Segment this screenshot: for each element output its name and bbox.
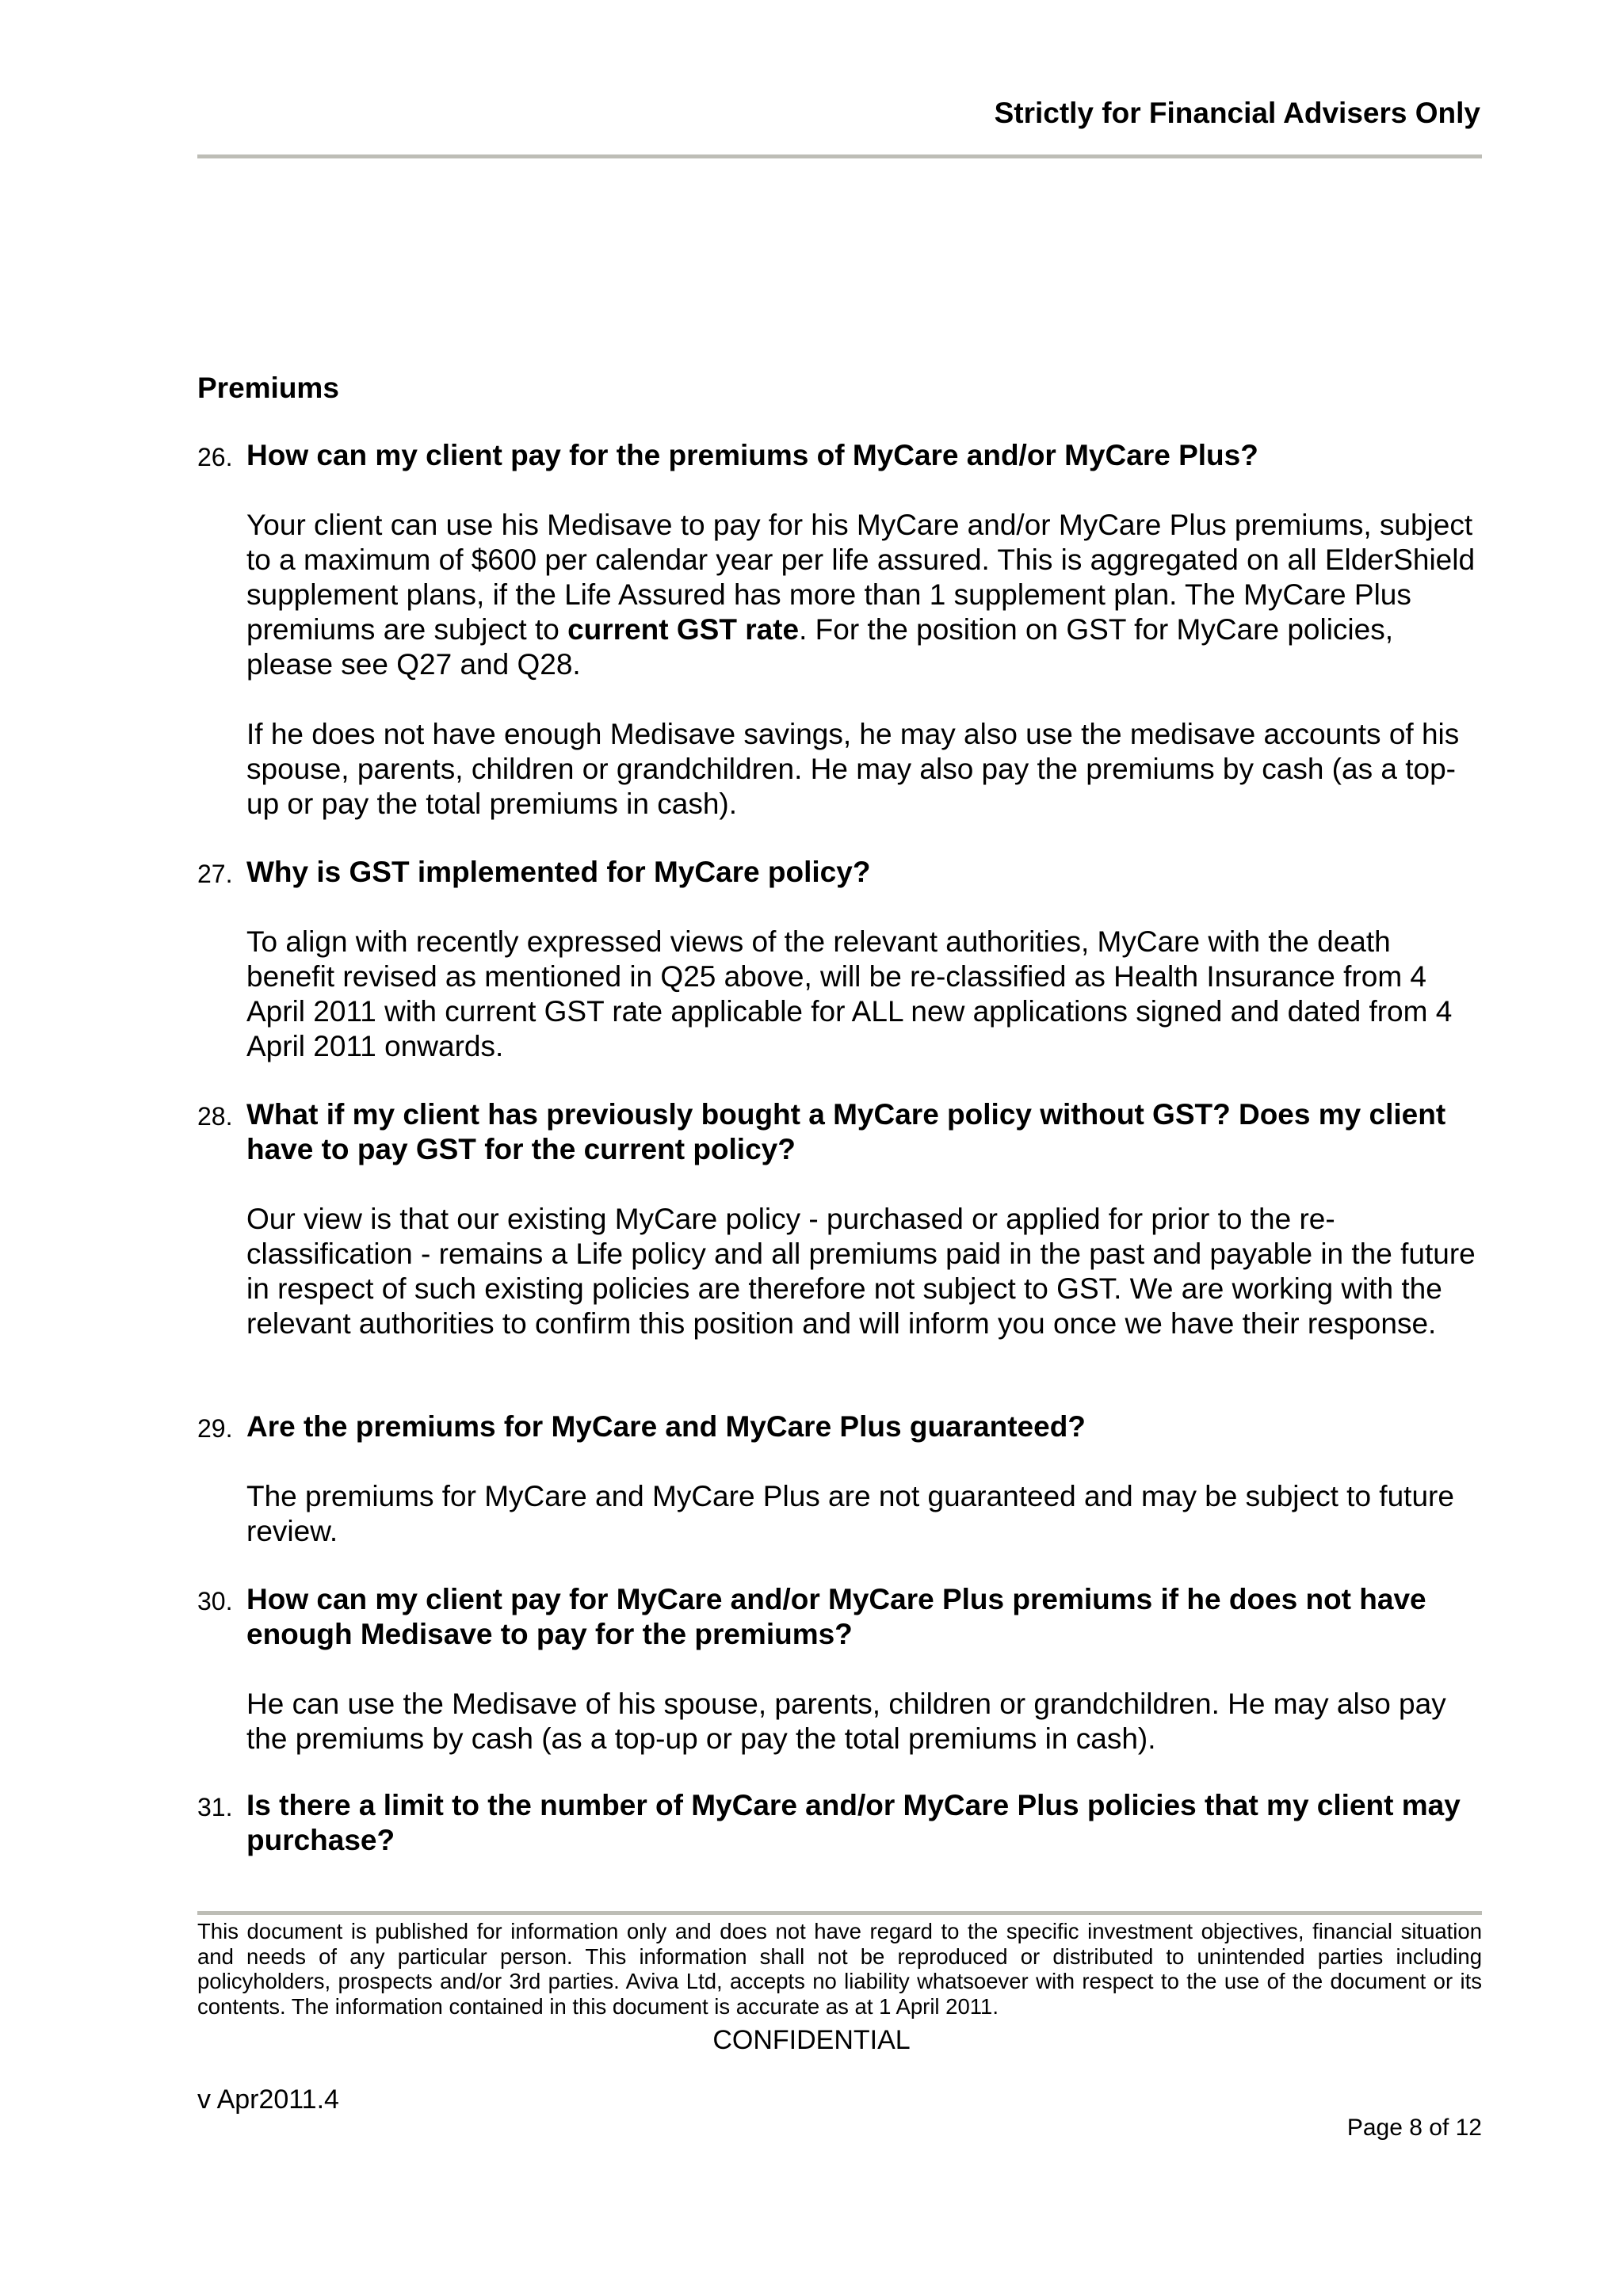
question-number: 27. bbox=[197, 860, 233, 888]
section-heading: Premiums bbox=[197, 372, 339, 404]
answer bbox=[246, 1202, 1482, 1341]
question-number: 31. bbox=[197, 1793, 233, 1821]
question-number: 26. bbox=[197, 443, 233, 471]
answer bbox=[246, 1687, 1482, 1756]
answer-paragraph: The premiums for MyCare and MyCare Plus are not guaranteed and may be subject to future review. bbox=[246, 1480, 1454, 1547]
question-text: What if my client has previously bought a MyCare policy without GST? Does my client have to pay GST for the current policy? bbox=[246, 1098, 1446, 1165]
answer bbox=[246, 1479, 1482, 1549]
question-row bbox=[197, 1582, 1482, 1652]
question-row bbox=[197, 855, 1482, 890]
header-divider bbox=[197, 154, 1482, 158]
faq-item-28 bbox=[197, 1097, 1482, 1341]
header-title: Strictly for Financial Advisers Only bbox=[994, 97, 1480, 129]
answer bbox=[246, 508, 1482, 822]
answer-paragraph: Your client can use his Medisave to pay for his MyCare and/or MyCare Plus premiums, subject to a maximum of $600 per calendar year per life assured. This is aggregated on all ElderShield supplement plans, if the Life Assured has more than 1 supplement plan. The MyCare Plus premiums are subject to current GST rate. For the position on GST for MyCare policies, please see Q27 and Q28. bbox=[246, 509, 1476, 681]
faq-item-31 bbox=[197, 1788, 1482, 1858]
question-number: 30. bbox=[197, 1587, 233, 1615]
question-row bbox=[197, 1788, 1482, 1858]
version-label: v Apr2011.4 bbox=[197, 2084, 339, 2115]
question-number: 29. bbox=[197, 1414, 233, 1443]
question-text: Is there a limit to the number of MyCare and/or MyCare Plus policies that my client may purchase? bbox=[246, 1789, 1461, 1856]
question-text: How can my client pay for MyCare and/or MyCare Plus premiums if he does not have enough Medisave to pay for the premiums? bbox=[246, 1583, 1426, 1650]
faq-item-26 bbox=[197, 438, 1482, 822]
answer-paragraph: To align with recently expressed views of the relevant authorities, MyCare with the death benefit revised as mentioned in Q25 above, will be re-classified as Health Insurance from 4 April 2011 with current GST rate applicable for ALL new applications signed and dated from 4 April 2011 onwards. bbox=[246, 925, 1453, 1062]
faq-item-30 bbox=[197, 1582, 1482, 1756]
page-number: Page 8 of 12 bbox=[1346, 2115, 1482, 2141]
answer-paragraph: If he does not have enough Medisave savings, he may also use the medisave accounts of his spouse, parents, children or grandchildren. He may also pay the premiums by cash (as a top-up or pay the total premiums in cash). bbox=[246, 718, 1460, 820]
confidential-label: CONFIDENTIAL bbox=[712, 2025, 911, 2055]
faq-item-27 bbox=[197, 855, 1482, 1064]
footer-divider bbox=[197, 1911, 1482, 1915]
question-row bbox=[197, 1409, 1482, 1444]
question-text: Why is GST implemented for MyCare policy? bbox=[246, 856, 871, 888]
faq-item-29 bbox=[197, 1409, 1482, 1549]
question-text: How can my client pay for the premiums of MyCare and/or MyCare Plus? bbox=[246, 439, 1258, 471]
question-text: Are the premiums for MyCare and MyCare Plus guaranteed? bbox=[246, 1410, 1086, 1443]
question-number: 28. bbox=[197, 1102, 233, 1131]
answer bbox=[246, 925, 1482, 1064]
bold-emphasis: current GST rate bbox=[567, 613, 800, 646]
question-row bbox=[197, 438, 1482, 473]
question-row bbox=[197, 1097, 1482, 1167]
answer-paragraph: Our view is that our existing MyCare policy - purchased or applied for prior to the re-classification - remains a Life policy and all premiums paid in the past and payable in the future in respect of such existing policies are therefore not subject to GST. We are working with the relevant authorities to confirm this position and will inform you once we have their response. bbox=[246, 1203, 1476, 1340]
answer-paragraph: He can use the Medisave of his spouse, parents, children or grandchildren. He may also pay the premiums by cash (as a top-up or pay the total premiums in cash). bbox=[246, 1688, 1446, 1755]
disclaimer-text: This document is published for information only and does not have regard to the specific investment objectives, financial situation and needs of any particular person. This information shall not be reproduced or distributed to unintended parties including policyholders, prospects and/or 3rd parties. Aviva Ltd, accepts no liability whatsoever with respect to the use of the document or its contents. The information contained in this document is accurate as at 1 April 2011. bbox=[197, 1919, 1482, 2019]
